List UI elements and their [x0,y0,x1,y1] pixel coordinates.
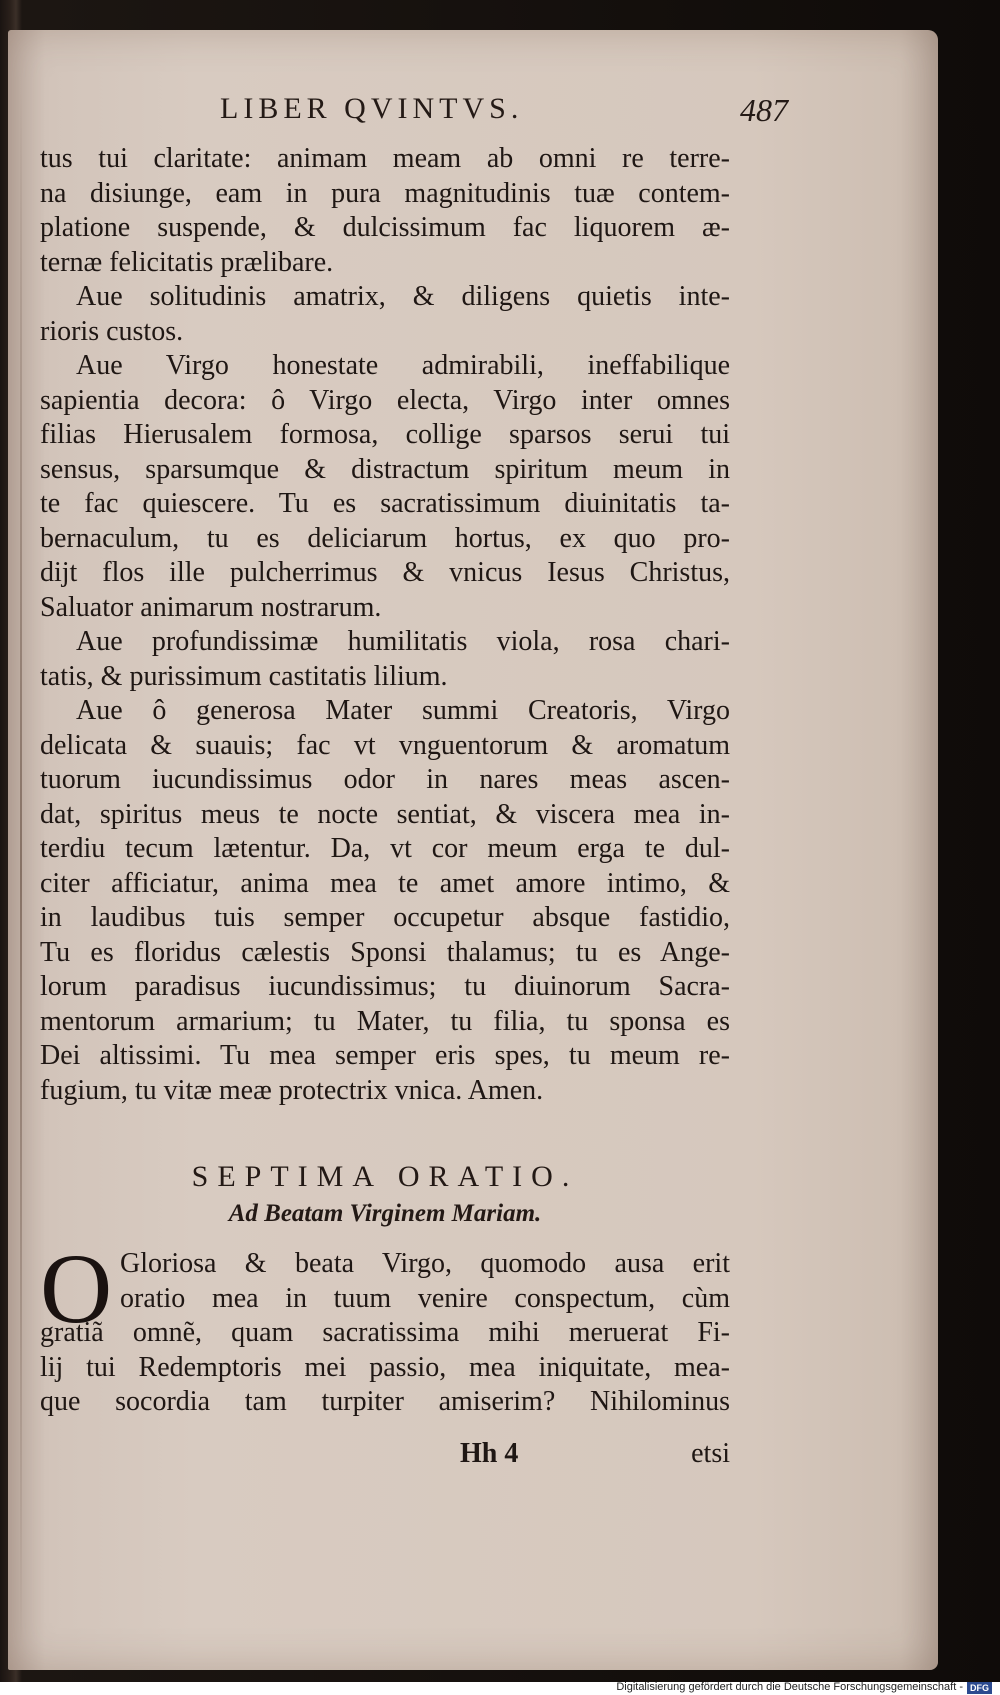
text-line: platione suspende, & dulcissimum fac liquorem æ- [40,212,730,243]
text-line: tuorum iucundissimus odor in nares meas ascen- [40,764,730,795]
gutter-shadow [20,90,22,1650]
text-line: dijt flos ille pulcherrimus & vnicus Iesus Christus, [40,557,730,588]
text-line: Aue profundissimæ humilitatis viola, rosa chari- [76,626,730,657]
text-line: tus tui claritate: animam meam ab omni re terre- [40,143,730,174]
text-line: citer afficiatur, anima mea te amet amore intimo, & [40,867,730,899]
section-title: SEPTIMA ORATIO. [191,1160,579,1193]
text-line: Aue Virgo honestate admirabili, ineffabilique [76,350,730,381]
prayer-line: lij tui Redemptoris mei passio, mea iniquitate, mea- [40,1351,730,1383]
text-line: fugium, tu vitæ meæ protectrix vnica. Amen. [40,1074,544,1106]
text-line: tatis, & purissimum castitatis lilium. [40,660,448,692]
text-line: ternæ felicitatis prælibare. [40,246,334,278]
text-line: na disiunge, eam in pura magnitudinis tuæ contem- [40,177,730,209]
text-line: Saluator animarum nostrarum. [40,591,382,623]
running-header: LIBER QVINTVS. [220,92,524,125]
text-line: Tu es floridus cælestis Sponsi thalamus; tu es Ange- [40,936,730,968]
text-line: delicata & suauis; fac vt vnguentorum & aromatum [40,729,730,761]
footer-credit: Digitalisierung gefördert durch die Deutsche Forschungsgemeinschaft - [616,1681,963,1693]
text-line: te fac quiescere. Tu es sacratissimum diuinitatis ta- [40,488,730,519]
catchline [40,1438,730,1474]
text-line: sensus, sparsumque & distractum spiritum meum in [40,453,730,485]
text-line: bernaculum, tu es deliciarum hortus, ex quo pro- [40,522,730,554]
text-line: in laudibus tuis semper occupetur absque fastidio, [40,902,730,933]
catchword: etsi [691,1438,730,1469]
text-line: Aue ô generosa Mater summi Creatoris, Virgo [76,695,730,726]
text-line: rioris custos. [40,315,184,347]
dfg-logo: DFG [967,1682,992,1694]
body-text [40,142,730,1108]
page-number: 487 [740,92,788,128]
text-line: dat, spiritus meus te nocte sentiat, & viscera mea in- [40,798,730,830]
prayer-line: Gloriosa & beata Virgo, quomodo ausa erit [120,1248,730,1279]
text-line: mentorum armarium; tu Mater, tu filia, tu sponsa es [40,1005,730,1037]
text-line: Aue solitudinis amatrix, & diligens quietis inte- [76,281,730,312]
section-subtitle: Ad Beatam Virginem Mariam. [228,1200,542,1227]
text-line: lorum paradisus iucundissimus; tu diuinorum Sacra- [40,971,730,1002]
text-line: Dei altissimi. Tu mea semper eris spes, tu meum re- [40,1040,730,1071]
prayer-line: que socordia tam turpiter amiserim? Nihilominus [40,1386,730,1417]
drop-cap: O [40,1233,113,1344]
text-line: filias Hierusalem formosa, collige sparsos serui tui [40,419,730,450]
text-line: terdiu tecum lætentur. Da, vt cor meum erga te dul- [40,833,730,864]
prayer-line: oratio mea in tuum venire conspectum, cùm [120,1282,730,1314]
signature-mark: Hh 4 [460,1438,519,1469]
prayer-line: gratiã omnẽ, quam sacratissima mihi meruerat Fi- [40,1317,730,1348]
prayer-text [40,1233,730,1419]
text-line: sapientia decora: ô Virgo electa, Virgo inter omnes [40,384,730,416]
digitization-footer [616,1680,992,1695]
